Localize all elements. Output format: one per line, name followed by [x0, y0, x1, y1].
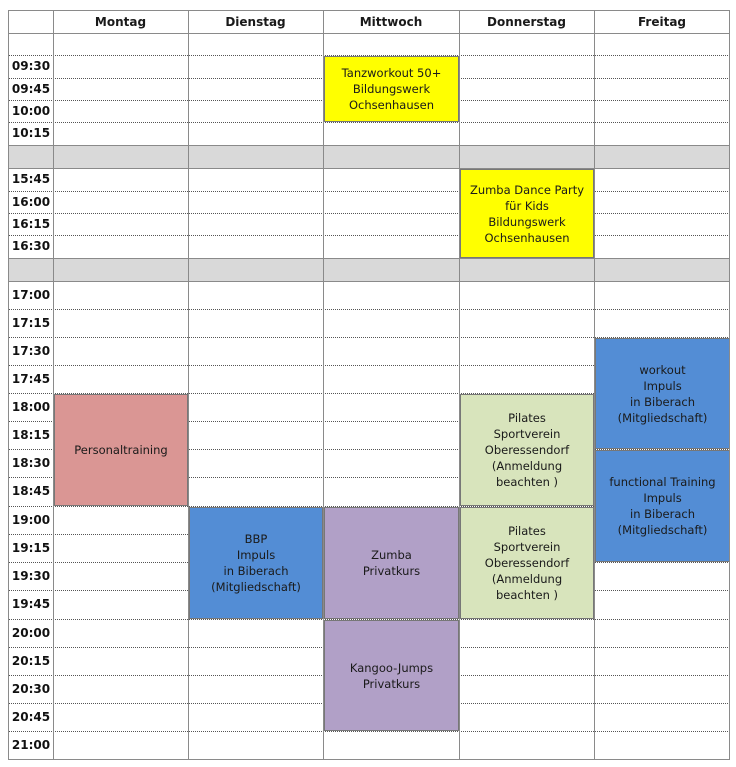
time-label: 09:30	[11, 59, 51, 73]
event-text-line: (Anmeldung	[491, 572, 563, 586]
time-label: 21:00	[11, 738, 51, 752]
event-zumba-kids[interactable]	[460, 169, 594, 258]
grid-line	[8, 168, 730, 169]
time-label: 18:15	[11, 428, 51, 442]
day-header-montag: Montag	[94, 15, 147, 29]
event-text-line: Privatkurs	[362, 676, 421, 691]
grid-line	[8, 191, 730, 192]
event-text-line: Sportverein	[493, 427, 561, 441]
day-header-freitag: Freitag	[637, 15, 687, 29]
event-text-line: Tanzworkout 50+	[341, 66, 442, 80]
time-gap-separator	[9, 145, 730, 168]
time-label: 20:45	[11, 710, 51, 724]
event-text-line: Ochsenhausen	[484, 230, 570, 245]
time-label: 16:00	[11, 195, 51, 209]
time-label: 18:45	[11, 484, 51, 498]
event-text-line: (Mitgliedschaft)	[617, 410, 708, 425]
event-text-line: Pilates	[508, 411, 546, 425]
time-label: 18:30	[11, 456, 51, 470]
grid-line	[8, 213, 730, 214]
event-text-line: beachten )	[495, 475, 559, 489]
event-text-line: Impuls	[236, 548, 276, 562]
time-gap-separator	[9, 258, 730, 281]
event-text-line: Pilates	[508, 524, 546, 538]
grid-line	[8, 731, 730, 732]
event-zumba[interactable]	[324, 507, 459, 619]
time-label: 16:30	[11, 239, 51, 253]
column-divider	[188, 10, 189, 760]
time-label: 10:15	[11, 126, 51, 140]
event-text-line: Oberessendorf	[484, 443, 570, 457]
time-label: 20:30	[11, 682, 51, 696]
time-label: 19:30	[11, 569, 51, 583]
time-label: 16:15	[11, 217, 51, 231]
time-label: 10:00	[11, 104, 51, 118]
event-text-line: (Mitgliedschaft)	[211, 580, 301, 594]
event-text-line: BBP	[244, 532, 268, 546]
time-label: 15:45	[11, 172, 51, 186]
event-text-line: in Biberach	[223, 564, 289, 578]
time-label: 18:00	[11, 400, 51, 414]
event-text-line: Oberessendorf	[484, 556, 570, 570]
event-text-line: (Anmeldung	[491, 459, 563, 473]
time-label: 20:15	[11, 654, 51, 668]
event-text-line: Kangoo-Jumps	[349, 660, 434, 675]
column-divider	[53, 10, 54, 760]
event-text-line: Impuls	[643, 491, 682, 505]
column-divider	[459, 10, 460, 760]
day-header-dienstag: Dienstag	[225, 15, 286, 29]
event-text-line: in Biberach	[630, 507, 695, 521]
event-text-line: für Kids	[505, 198, 549, 213]
time-label: 19:45	[11, 597, 51, 611]
event-text-line: workout	[639, 362, 686, 377]
event-text-line: Personaltraining	[74, 443, 168, 457]
time-label: 17:00	[11, 288, 51, 302]
time-label: 17:45	[11, 372, 51, 386]
grid-line	[8, 309, 730, 310]
event-text-line: Zumba Dance Party	[469, 182, 585, 197]
day-header-donnerstag: Donnerstag	[487, 15, 566, 29]
day-header-mittwoch: Mittwoch	[359, 15, 423, 29]
grid-line	[8, 281, 730, 282]
event-workout-impuls[interactable]	[595, 338, 730, 449]
event-text-line: Bildungswerk	[352, 82, 431, 96]
time-label: 17:15	[11, 316, 51, 330]
event-text-line: Bildungswerk	[488, 214, 566, 229]
event-text-line: Zumba	[371, 548, 412, 562]
event-personaltraining[interactable]	[54, 394, 188, 506]
event-pilates-1[interactable]	[460, 394, 594, 506]
event-text-line: (Mitgliedschaft)	[617, 523, 708, 537]
event-text-line: in Biberach	[630, 394, 695, 409]
time-label: 20:00	[11, 626, 51, 640]
time-label: 19:00	[11, 513, 51, 527]
event-functional-training[interactable]	[595, 450, 730, 562]
event-text-line: functional Training	[609, 475, 716, 489]
event-kangoo[interactable]	[324, 620, 459, 731]
grid-line	[8, 145, 730, 146]
event-text-line: Impuls	[643, 378, 682, 393]
grid-line	[8, 33, 730, 34]
time-label: 17:30	[11, 344, 51, 358]
event-text-line: beachten )	[495, 588, 559, 602]
event-text-line: Sportverein	[493, 540, 561, 554]
time-label: 19:15	[11, 541, 51, 555]
event-pilates-2[interactable]	[460, 507, 594, 619]
event-text-line: Ochsenhausen	[349, 98, 434, 112]
time-label: 09:45	[11, 82, 51, 96]
grid-line	[8, 235, 730, 236]
grid-line	[8, 122, 730, 123]
grid-line	[8, 258, 730, 259]
event-tanzworkout[interactable]	[324, 56, 459, 122]
event-text-line: Privatkurs	[362, 564, 421, 578]
event-bbp[interactable]	[189, 507, 323, 619]
